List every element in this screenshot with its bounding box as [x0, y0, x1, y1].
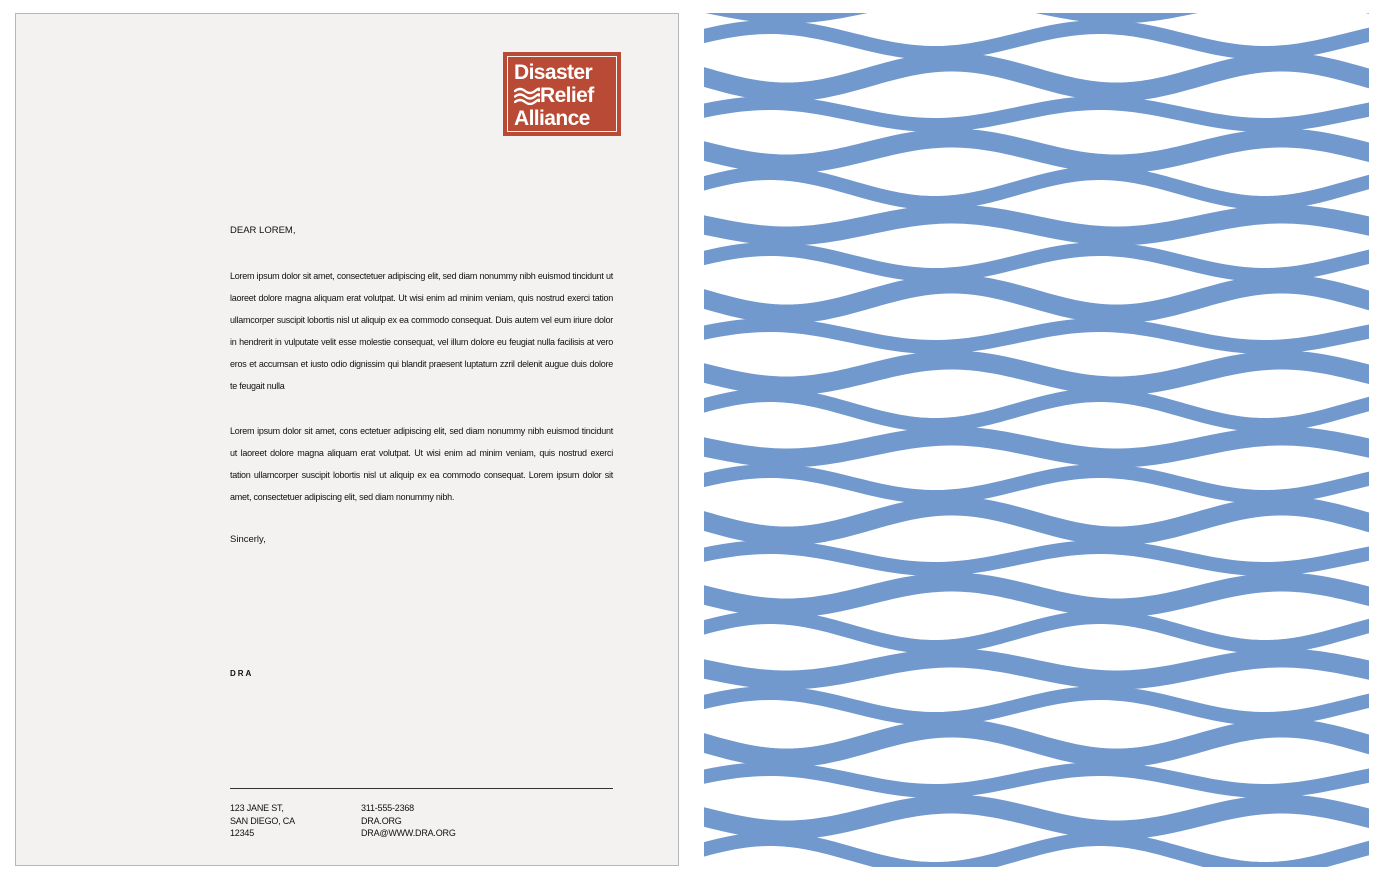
wave-stripe	[704, 325, 1369, 347]
wave-stripe	[704, 693, 1369, 719]
letter-paragraph-1: Lorem ipsum dolor sit amet, consectetuer adipiscing elit, sed diam nonummy nibh euismod tincidunt ut laoreet dolore magna aliquam erat volutpat. Ut wisi enim ad minim veniam, quis nostrud exerci tation ullamcorper suscipit lobortis nisl ut aliquip ex ea commodo consequat. Duis autem vel eum iriure dolor in hendrerit in vulputate velit esse molestie consequat, vel illum dolore eu feugiat nulla facilisis at vero eros et accumsan et iusto odio dignissim qui blandit praesent luptatum zzril delenit augue duis dolore te feugait nulla	[230, 271, 613, 391]
wave-stripe	[704, 284, 1369, 314]
wave-stripe	[704, 471, 1369, 497]
contact-email: DRA@WWW.DRA.ORG	[361, 828, 456, 838]
contact-phone: 311-555-2368	[361, 803, 414, 813]
wave-stripe	[704, 13, 1369, 14]
address-line: 123 JANE ST,	[230, 803, 284, 813]
logo-line-2: Relief	[540, 84, 594, 107]
footer-contact	[361, 802, 456, 840]
letter-signature: DRA	[230, 669, 254, 678]
wave-stripe	[704, 173, 1369, 203]
wave-stripe	[704, 138, 1369, 164]
disaster-relief-alliance-logo	[503, 52, 621, 136]
wave-pattern-graphic	[704, 13, 1369, 867]
address-line: 12345	[230, 828, 255, 838]
contact-website: DRA.ORG	[361, 815, 402, 826]
wave-stripe	[704, 769, 1369, 791]
wave-stripe	[704, 395, 1369, 425]
wave-stripe	[704, 249, 1369, 275]
logo-waves-icon	[514, 87, 540, 105]
wave-stripe	[704, 436, 1369, 458]
wave-stripe	[704, 62, 1369, 92]
wave-stripe	[704, 617, 1369, 647]
wave-stripe	[704, 839, 1369, 867]
wave-stripe	[704, 582, 1369, 608]
address-line: SAN DIEGO, CA	[230, 815, 295, 826]
wave-stripe	[704, 214, 1369, 236]
wave-pattern-panel	[704, 13, 1369, 867]
wave-stripe	[704, 360, 1369, 386]
logo-line-3: Alliance	[514, 107, 590, 130]
wave-stripe	[704, 804, 1369, 830]
wave-stripe	[704, 547, 1369, 569]
letter-paragraph-2: Lorem ipsum dolor sit amet, cons ectetuer adipiscing elit, sed diam nonummy nibh euismod tincidunt ut laoreet dolore magna aliquam erat volutpat. Ut wisi enim ad minim veniam, quis nostrud exerci tation ullamcorper suscipit lobortis nisl ut aliquip ex ea commodo consequat. Lorem ipsum dolor sit amet, consectetuer adipiscing elit, sed diam nonummy nibh.	[230, 426, 613, 502]
footer-divider	[230, 788, 613, 789]
letter-closing: Sincerly,	[230, 534, 266, 545]
wave-stripe	[704, 658, 1369, 680]
wave-stripe	[704, 506, 1369, 536]
wave-stripe	[704, 103, 1369, 125]
letter-salutation: DEAR LOREM,	[230, 225, 296, 236]
wave-stripe	[704, 728, 1369, 758]
logo-line-1: Disaster	[514, 61, 593, 84]
wave-stripe	[704, 27, 1369, 53]
letterhead-page	[15, 13, 679, 866]
footer-address	[230, 802, 295, 840]
